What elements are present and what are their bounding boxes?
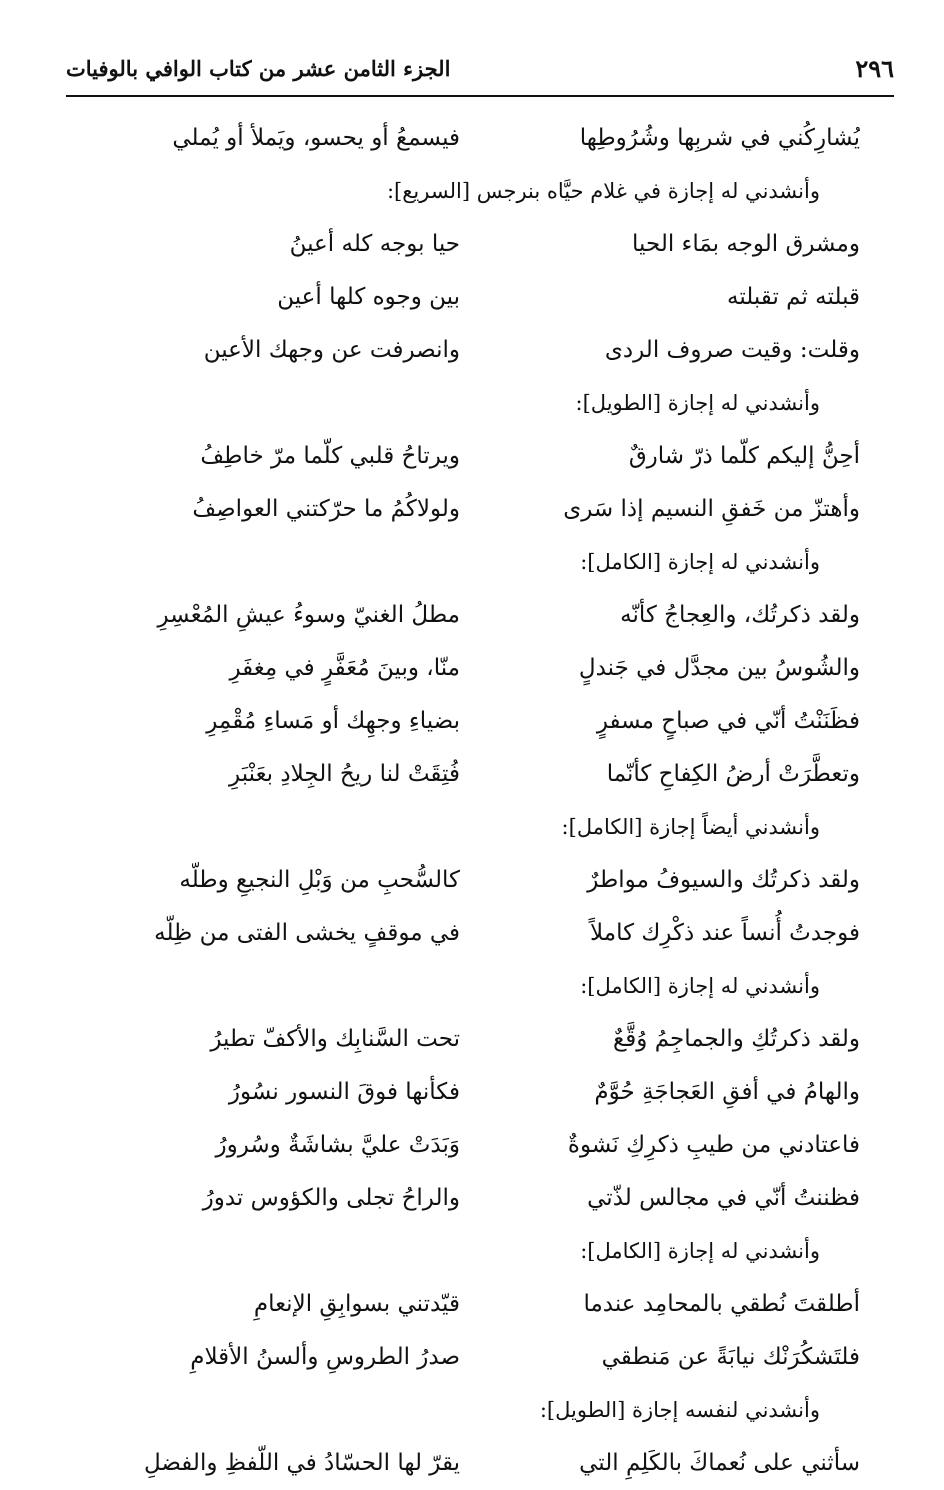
verse-first-hemistich: وأهتزّ من خَفقِ النسيم إذا سَرى xyxy=(563,496,860,522)
verse-line xyxy=(60,748,860,801)
verse-first-hemistich: فاعتادني من طيبِ ذكرِكِ نَشوةٌ xyxy=(567,1132,860,1158)
verse-line xyxy=(60,1119,860,1172)
header-rule xyxy=(66,95,894,97)
verse-second-hemistich: منّا، وبينَ مُعَفَّرٍ في مِغفَرِ xyxy=(229,655,460,681)
verse-second-hemistich: صدرُ الطروسِ وألسنُ الأقلامِ xyxy=(190,1344,460,1370)
verse-first-hemistich: يُشارِكُني في شربِها وشُرُوطِها xyxy=(579,125,860,151)
verse-line xyxy=(60,324,860,377)
verse-first-hemistich: ولقد ذكرتُك والسيوفُ مواطرٌ xyxy=(587,867,860,893)
verse-first-hemistich: ومشرق الوجه بمَاء الحيا xyxy=(632,231,860,257)
verse-first-hemistich: والهامُ في أفقِ العَجاجَةِ حُوَّمٌ xyxy=(594,1079,860,1105)
verse-introduction: وأنشدني لنفسه إجازة [الطويل]: xyxy=(539,1398,820,1422)
verse-second-hemistich: وانصرفت عن وجهك الأعين xyxy=(203,337,460,363)
verse-second-hemistich: حيا بوجه كله أعينُ xyxy=(289,231,460,257)
verse-introduction: وأنشدني له إجازة [الطويل]: xyxy=(575,391,820,415)
verse-first-hemistich: قبلته ثم تقبلته xyxy=(726,284,860,310)
verse-line xyxy=(60,218,860,271)
verse-first-hemistich: سأثني على نُعماكَ بالكَلِمِ التي xyxy=(579,1450,860,1476)
verse-first-hemistich: وقلت: وقيت صروف الردى xyxy=(604,337,860,363)
verse-first-hemistich: فظننتُ أنّي في مجالس لذّتي xyxy=(587,1185,860,1211)
poem-body xyxy=(60,112,860,1490)
verse-first-hemistich: فلتَشكُرَنْك نيابَةً عن مَنطقي xyxy=(601,1344,860,1370)
verse-second-hemistich: والراحُ تجلى والكؤوس تدورُ xyxy=(202,1185,460,1211)
verse-first-hemistich: أطلقتَ نُطقي بالمحامِد عندما xyxy=(583,1291,860,1317)
verse-second-hemistich: في موقفٍ يخشى الفتى من ظِلّه xyxy=(154,920,460,946)
page-number: ٢٩٦ xyxy=(855,54,894,83)
verse-second-hemistich: بضياءِ وجهِك أو مَساءِ مُقْمِرِ xyxy=(206,708,460,734)
verse-introduction: وأنشدني له إجازة [الكامل]: xyxy=(580,974,820,998)
verse-second-hemistich: وَبَدَتْ عليَّ بشاشَةٌ وسُرورُ xyxy=(215,1132,460,1158)
verse-first-hemistich: ولقد ذكرتُكِ والجماجِمُ وُقَّعٌ xyxy=(613,1026,860,1052)
verse-line xyxy=(60,271,860,324)
verse-first-hemistich: وتعطَّرَتْ أرضُ الكِفاحِ كأنّما xyxy=(606,761,860,787)
verse-second-hemistich: فُتِقَتْ لنا ريحُ الجِلادِ بعَنْبَرِ xyxy=(229,761,460,787)
verse-second-hemistich: تحت السَّنابِك والأكفّ تطيرُ xyxy=(210,1026,460,1052)
verse-line xyxy=(60,1172,860,1225)
page-header xyxy=(66,52,894,88)
verse-introduction: وأنشدني له إجازة [الكامل]: xyxy=(580,550,820,574)
verse-line xyxy=(60,1013,860,1066)
verse-second-hemistich: فكأنها فوقَ النسور نسُورُ xyxy=(228,1079,460,1105)
verse-line xyxy=(60,589,860,642)
verse-line xyxy=(60,430,860,483)
verse-second-hemistich: بين وجوه كلها أعين xyxy=(277,284,460,310)
verse-first-hemistich: أحِنُّ إليكم كلّما ذرّ شارقٌ xyxy=(628,443,860,469)
running-title: الجزء الثامن عشر من كتاب الوافي بالوفيات xyxy=(66,56,451,81)
verse-line xyxy=(60,1066,860,1119)
verse-second-hemistich: يقرّ لها الحسّادُ في اللّفظِ والفضلِ xyxy=(143,1450,460,1476)
verse-second-hemistich: ولولاكُمُ ما حرّكتني العواصِفُ xyxy=(192,496,460,522)
verse-introduction: وأنشدني له إجازة في غلام حيَّاه بنرجس [السريع]: xyxy=(386,179,820,203)
verse-first-hemistich: فظَنَنْتُ أنّي في صباحٍ مسفرٍ xyxy=(596,708,860,734)
verse-second-hemistich: فيسمعُ أو يحسو، ويَملأ أو يُملي xyxy=(172,125,460,151)
verse-second-hemistich: مطلُ الغنيّ وسوءُ عيشِ المُعْسِرِ xyxy=(157,602,460,628)
verse-second-hemistich: ويرتاحُ قلبي كلّما مرّ خاطِفُ xyxy=(200,443,460,469)
verse-first-hemistich: فوجدتُ أُنساً عند ذكْرِك كاملاً xyxy=(590,920,860,946)
verse-introduction: وأنشدني أيضاً إجازة [الكامل]: xyxy=(561,815,820,839)
verse-first-hemistich: ولقد ذكرتُك، والعِجاجُ كأنّه xyxy=(620,602,860,628)
verse-line xyxy=(60,642,860,695)
verse-first-hemistich: والشُوسُ بين مجدَّل في جَندلٍ xyxy=(578,655,860,681)
verse-line xyxy=(60,1437,860,1490)
verse-second-hemistich: كالسُّحبِ من وَبْلِ النجيعِ وطلّه xyxy=(179,867,460,893)
verse-line xyxy=(60,695,860,748)
verse-second-hemistich: قيّدتني بسوابِقِ الإنعامِ xyxy=(253,1291,460,1317)
verse-line xyxy=(60,907,860,960)
verse-line xyxy=(60,854,860,907)
verse-line xyxy=(60,483,860,536)
verse-line xyxy=(60,1278,860,1331)
verse-line xyxy=(60,1331,860,1384)
verse-introduction: وأنشدني له إجازة [الكامل]: xyxy=(580,1239,820,1263)
verse-line xyxy=(60,112,860,165)
